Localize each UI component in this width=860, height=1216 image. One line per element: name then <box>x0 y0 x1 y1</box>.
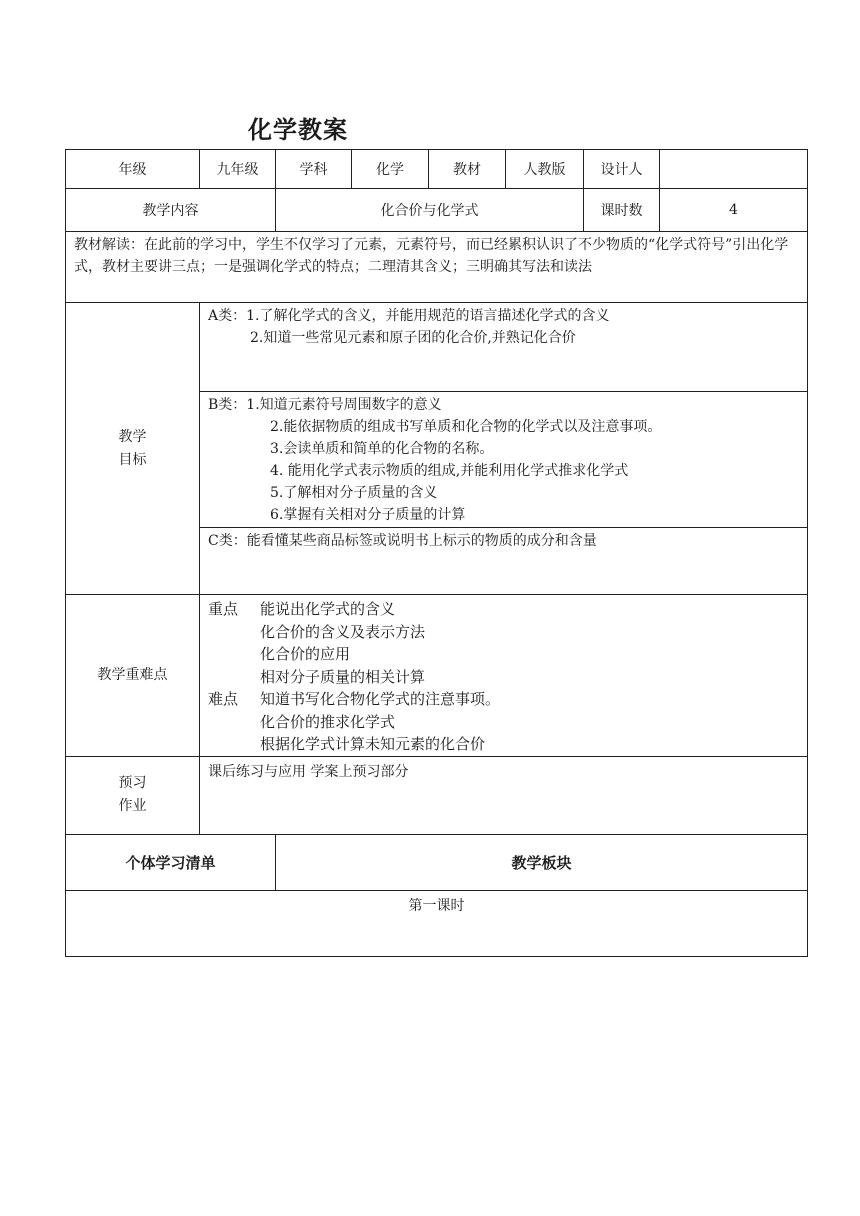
goals-c-cell <box>200 528 808 595</box>
grade-label: 年级 <box>66 150 200 189</box>
goal-b-item: 4. 能用化学式表示物质的组成,并能利用化学式推求化学式 <box>270 463 629 479</box>
difficult-item: 根据化学式计算未知元素的化合价 <box>260 735 486 753</box>
key-tag: 重点 <box>208 600 239 618</box>
goal-b-item: 3.会读单质和简单的化合物的名称。 <box>270 441 494 457</box>
key-item: 化合价的含义及表示方法 <box>260 622 426 641</box>
goals-row-a <box>66 303 808 392</box>
teaching-board-header: 教学板块 <box>276 834 808 890</box>
preview-label-line1: 预习 <box>118 775 147 791</box>
goal-a-item: A类：1.了解化学式的含义，并能用规范的语言描述化学式的含义 <box>208 308 610 324</box>
goals-label-line1: 教学 <box>118 428 147 445</box>
key-item: 相对分子质量的相关计算 <box>260 667 426 686</box>
subject-label: 学科 <box>276 150 352 189</box>
difficult-item: 化合价的推求化学式 <box>260 712 396 731</box>
content-value: 化合价与化学式 <box>276 189 584 232</box>
goal-b-item: 6.掌握有关相对分子质量的计算 <box>270 507 466 523</box>
interpretation-row <box>66 232 808 303</box>
key-points-cell <box>200 595 808 757</box>
period-label: 第一课时 <box>66 890 808 956</box>
content-row <box>66 189 808 232</box>
key-points-row <box>66 595 808 757</box>
grade-value: 九年级 <box>200 150 276 189</box>
goals-b-cell <box>200 392 808 528</box>
hours-value: 4 <box>660 189 808 232</box>
preview-label <box>66 756 200 834</box>
page-title: 化学教案 <box>248 116 348 144</box>
individual-list-header: 个体学习清单 <box>66 834 276 890</box>
difficult-item: 知道书写化合物化学式的注意事项。 <box>260 690 501 708</box>
lesson-plan-table <box>65 149 808 957</box>
header-row <box>66 150 808 189</box>
goal-b-item: 2.能依据物质的组成书写单质和化合物的化学式以及注意事项。 <box>270 419 662 435</box>
preview-row <box>66 756 808 834</box>
goal-a-item: 2.知道一些常见元素和原子团的化合价,并熟记化合价 <box>250 330 576 346</box>
subject-value: 化学 <box>352 150 429 189</box>
content-label: 教学内容 <box>66 189 276 232</box>
key-item: 能说出化学式的含义 <box>260 600 396 618</box>
list-header-row <box>66 834 808 890</box>
textbook-label: 教材 <box>429 150 506 189</box>
goals-a-cell <box>200 303 808 392</box>
designer-label: 设计人 <box>584 150 660 189</box>
hours-label: 课时数 <box>584 189 660 232</box>
textbook-interpretation: 教材解读：在此前的学习中，学生不仅学习了元素，元素符号，而已经累积认识了不少物质的“化学式符号”引出化学式，教材主要讲三点；一是强调化学式的特点；二理清其含义；三明确其写法和读法 <box>66 232 808 303</box>
preview-label-line2: 作业 <box>118 798 147 814</box>
goal-b-item: B类：1.知道元素符号周围数字的意义 <box>208 397 442 413</box>
goals-label <box>66 303 200 595</box>
goal-c-item: C类：能看懂某些商品标签或说明书上标示的物质的成分和含量 <box>208 533 597 549</box>
designer-value <box>660 150 808 189</box>
period-row <box>66 890 808 956</box>
key-item: 化合价的应用 <box>260 645 351 663</box>
difficult-tag: 难点 <box>208 690 239 708</box>
preview-value: 课后练习与应用 学案上预习部分 <box>200 756 808 834</box>
goal-b-item: 5.了解相对分子质量的含义 <box>270 485 438 501</box>
key-points-label: 教学重难点 <box>66 595 200 757</box>
goals-label-line2: 目标 <box>118 451 147 468</box>
textbook-value: 人教版 <box>506 150 584 189</box>
